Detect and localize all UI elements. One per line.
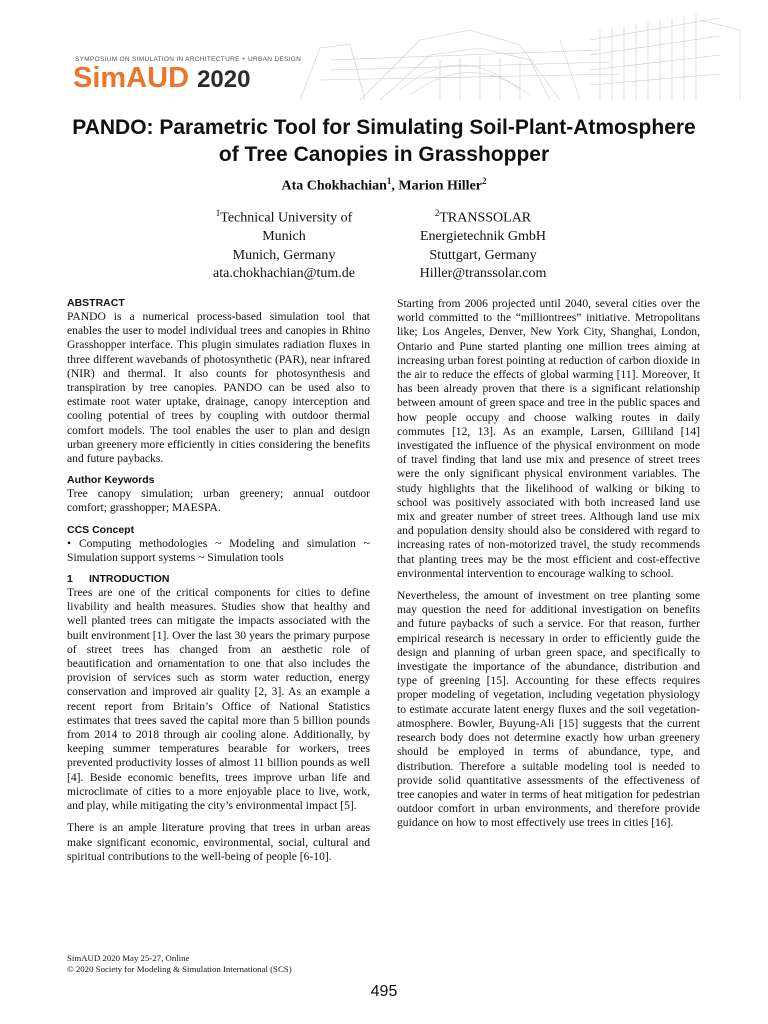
author-line (60, 176, 708, 195)
author-2: Marion Hiller (398, 178, 482, 194)
symposium-label: SYMPOSIUM ON SIMULATION IN ARCHITECTURE + URBAN DESIGN (75, 56, 302, 63)
header-banner (0, 0, 768, 108)
affiliation-2-line1: TRANSSOLAR (439, 210, 532, 226)
keywords-text: Tree canopy simulation; urban greenery; annual outdoor comfort; grasshopper; MAESPA. (67, 487, 370, 515)
affiliation-1 (184, 204, 384, 284)
intro-heading-label: INTRODUCTION (89, 573, 170, 586)
author-2-sup: 2 (482, 176, 487, 186)
affiliation-1-sup: 1 (215, 208, 221, 218)
footer-copyright-line: © 2020 Society for Modeling & Simulation International (SCS) (67, 964, 292, 974)
author-1-sup: 1 (386, 176, 392, 186)
affiliation-2-sup: 2 (434, 208, 440, 218)
intro-paragraph-2: There is an ample literature proving that trees in urban areas make significant economic, environmental, social, cultural and spiritual contributions to the well-being of people [6-10]. (67, 821, 370, 863)
ccs-heading: CCS Concept (67, 523, 135, 536)
author-1: Ata Chokhachian (281, 178, 387, 194)
affiliation-1-line3: Munich, Germany (232, 247, 336, 263)
abstract-heading: ABSTRACT (67, 297, 125, 309)
abstract-text: PANDO is a numerical process-based simulation tool that enables the user to model individual trees and canopies in Rhino Grasshopper interface. This plugin simulates radiation fluxes in three different wavebands of photosynthetic (PAR), near infrared (NIR) and thermal. It also counts for photosynthesis and transpiration by tree canopies. PANDO can be used also to estimate root water uptake, drainage, canopy interception and cooling potential of trees by coupling with outdoor thermal comfort models. The tool enables the user to plan and design urban greenery more efficiently in cities considering the benefits and future paybacks. (67, 310, 370, 466)
intro-paragraph-3: Starting from 2006 projected until 2040, several cities over the world committed to the “milliontrees” initiative. Metropolitans like; Los Angeles, Denver, New York City, Shanghai, London, Ontario and Pune started planting one million trees aiming at increasing urban forest pointing at reduction of carbon dioxide in the air to reduce the effects of global warming [11]. Moreover, It has been already proven that there is a significant relationship between amount of green space and tree in the public spaces and how people occupy and choose walking routes in daily commutes [12, 13]. As an example, Larsen, Gilliland [14] investigated the influence of the physical environment on mode of travel finding that land use mix and presence of street trees were the only significant physical environment variables. The study highlights that the likelihood of walking or biking to school was positively associated with both increased land use mix and greater number of street trees. Although land use mix and population density should also be considered with regard to increasing rates of non-motorized travel, the study recommends that planting trees may be the most efficient and cost-effective environmental intervention to encourage walking to school. (397, 297, 700, 580)
affiliation-1-line2: Munich (262, 229, 306, 245)
copyright-footer (67, 953, 407, 975)
author-separator: , (391, 178, 399, 194)
affiliation-2-line3: Stuttgart, Germany (429, 247, 537, 263)
paper-title: PANDO: Parametric Tool for Simulating Soil-Plant-Atmosphere of Tree Canopies in Grasshopper (72, 116, 696, 166)
intro-heading (67, 573, 370, 586)
keywords-heading: Author Keywords (67, 474, 155, 487)
affiliation-2 (383, 204, 583, 284)
intro-paragraph-1: Trees are one of the critical components for cities to define livability and health measures. Studies show that healthy and well planted trees can mitigate the impacts associated with the built environment [1]. Over the last 30 years the primary purpose of street trees has changed from an aesthetic role of beautification and ornamentation to one that also includes the provision of services such as storm water reduction, energy conservation and improved air quality [2, 3]. As an example a recent report from Britain’s Office of National Statistics estimates that trees saved the capital more than 5 billion pounds from 2014 to 2018 through air cooling alone. Additionally, by keeping summer temperatures bearable for workers, trees prevented productivity losses of almost 11 billion pounds as well [4]. Beside economic benefits, trees improve urban life and microclimate of cities to a more enjoyable place to live, work, and play, while mitigating the city’s environmental impact [5]. (67, 586, 370, 813)
conference-logo (73, 62, 250, 96)
right-column (397, 297, 700, 839)
affiliation-2-email[interactable]: Hiller@transsolar.com (419, 266, 547, 282)
ccs-text: • Computing methodologies ~ Modeling and simulation ~ Simulation support systems ~ Simulation tools (67, 536, 370, 564)
intro-section-number: 1 (67, 573, 73, 586)
footer-conference-line: SimAUD 2020 May 25-27, Online (67, 953, 190, 963)
intro-paragraph-4: Nevertheless, the amount of investment on tree planting some may question the need for additional investigation on benefits and future paybacks of such a service. For that reason, further empirical research is necessary in order to efficiently guide the design and planning of urban green space, and specifically to investigate the importance of the abundance, distribution and type of greening [15]. Accounting for these effects requires proper modeling of vegetation, including vegetation physiology to estimate accurate latent energy fluxes and the soil vegetation-atmosphere. Bowler, Buyung-Ali [15] suggests that the current research body does not determine exactly how urban greenery should be employed in terms of abundance, type, and distribution. Therefore a suitable modeling tool is needed to provide solid quantitative assessments of the effectiveness of tree canopies and water in terms of heat mitigation for pedestrian outdoor comfort in urban environments, and therefore provide guidance on how to most effectively use trees in cities [16]. (397, 589, 700, 830)
left-column (67, 297, 370, 872)
affiliation-1-email[interactable]: ata.chokhachian@tum.de (213, 266, 355, 282)
logo-name: SimAUD (73, 62, 190, 94)
logo-year: 2020 (197, 66, 251, 93)
affiliation-1-line1: Technical University of (220, 210, 353, 226)
page-number: 495 (370, 983, 398, 1000)
affiliation-2-line2: Energietechnik GmbH (419, 229, 547, 245)
